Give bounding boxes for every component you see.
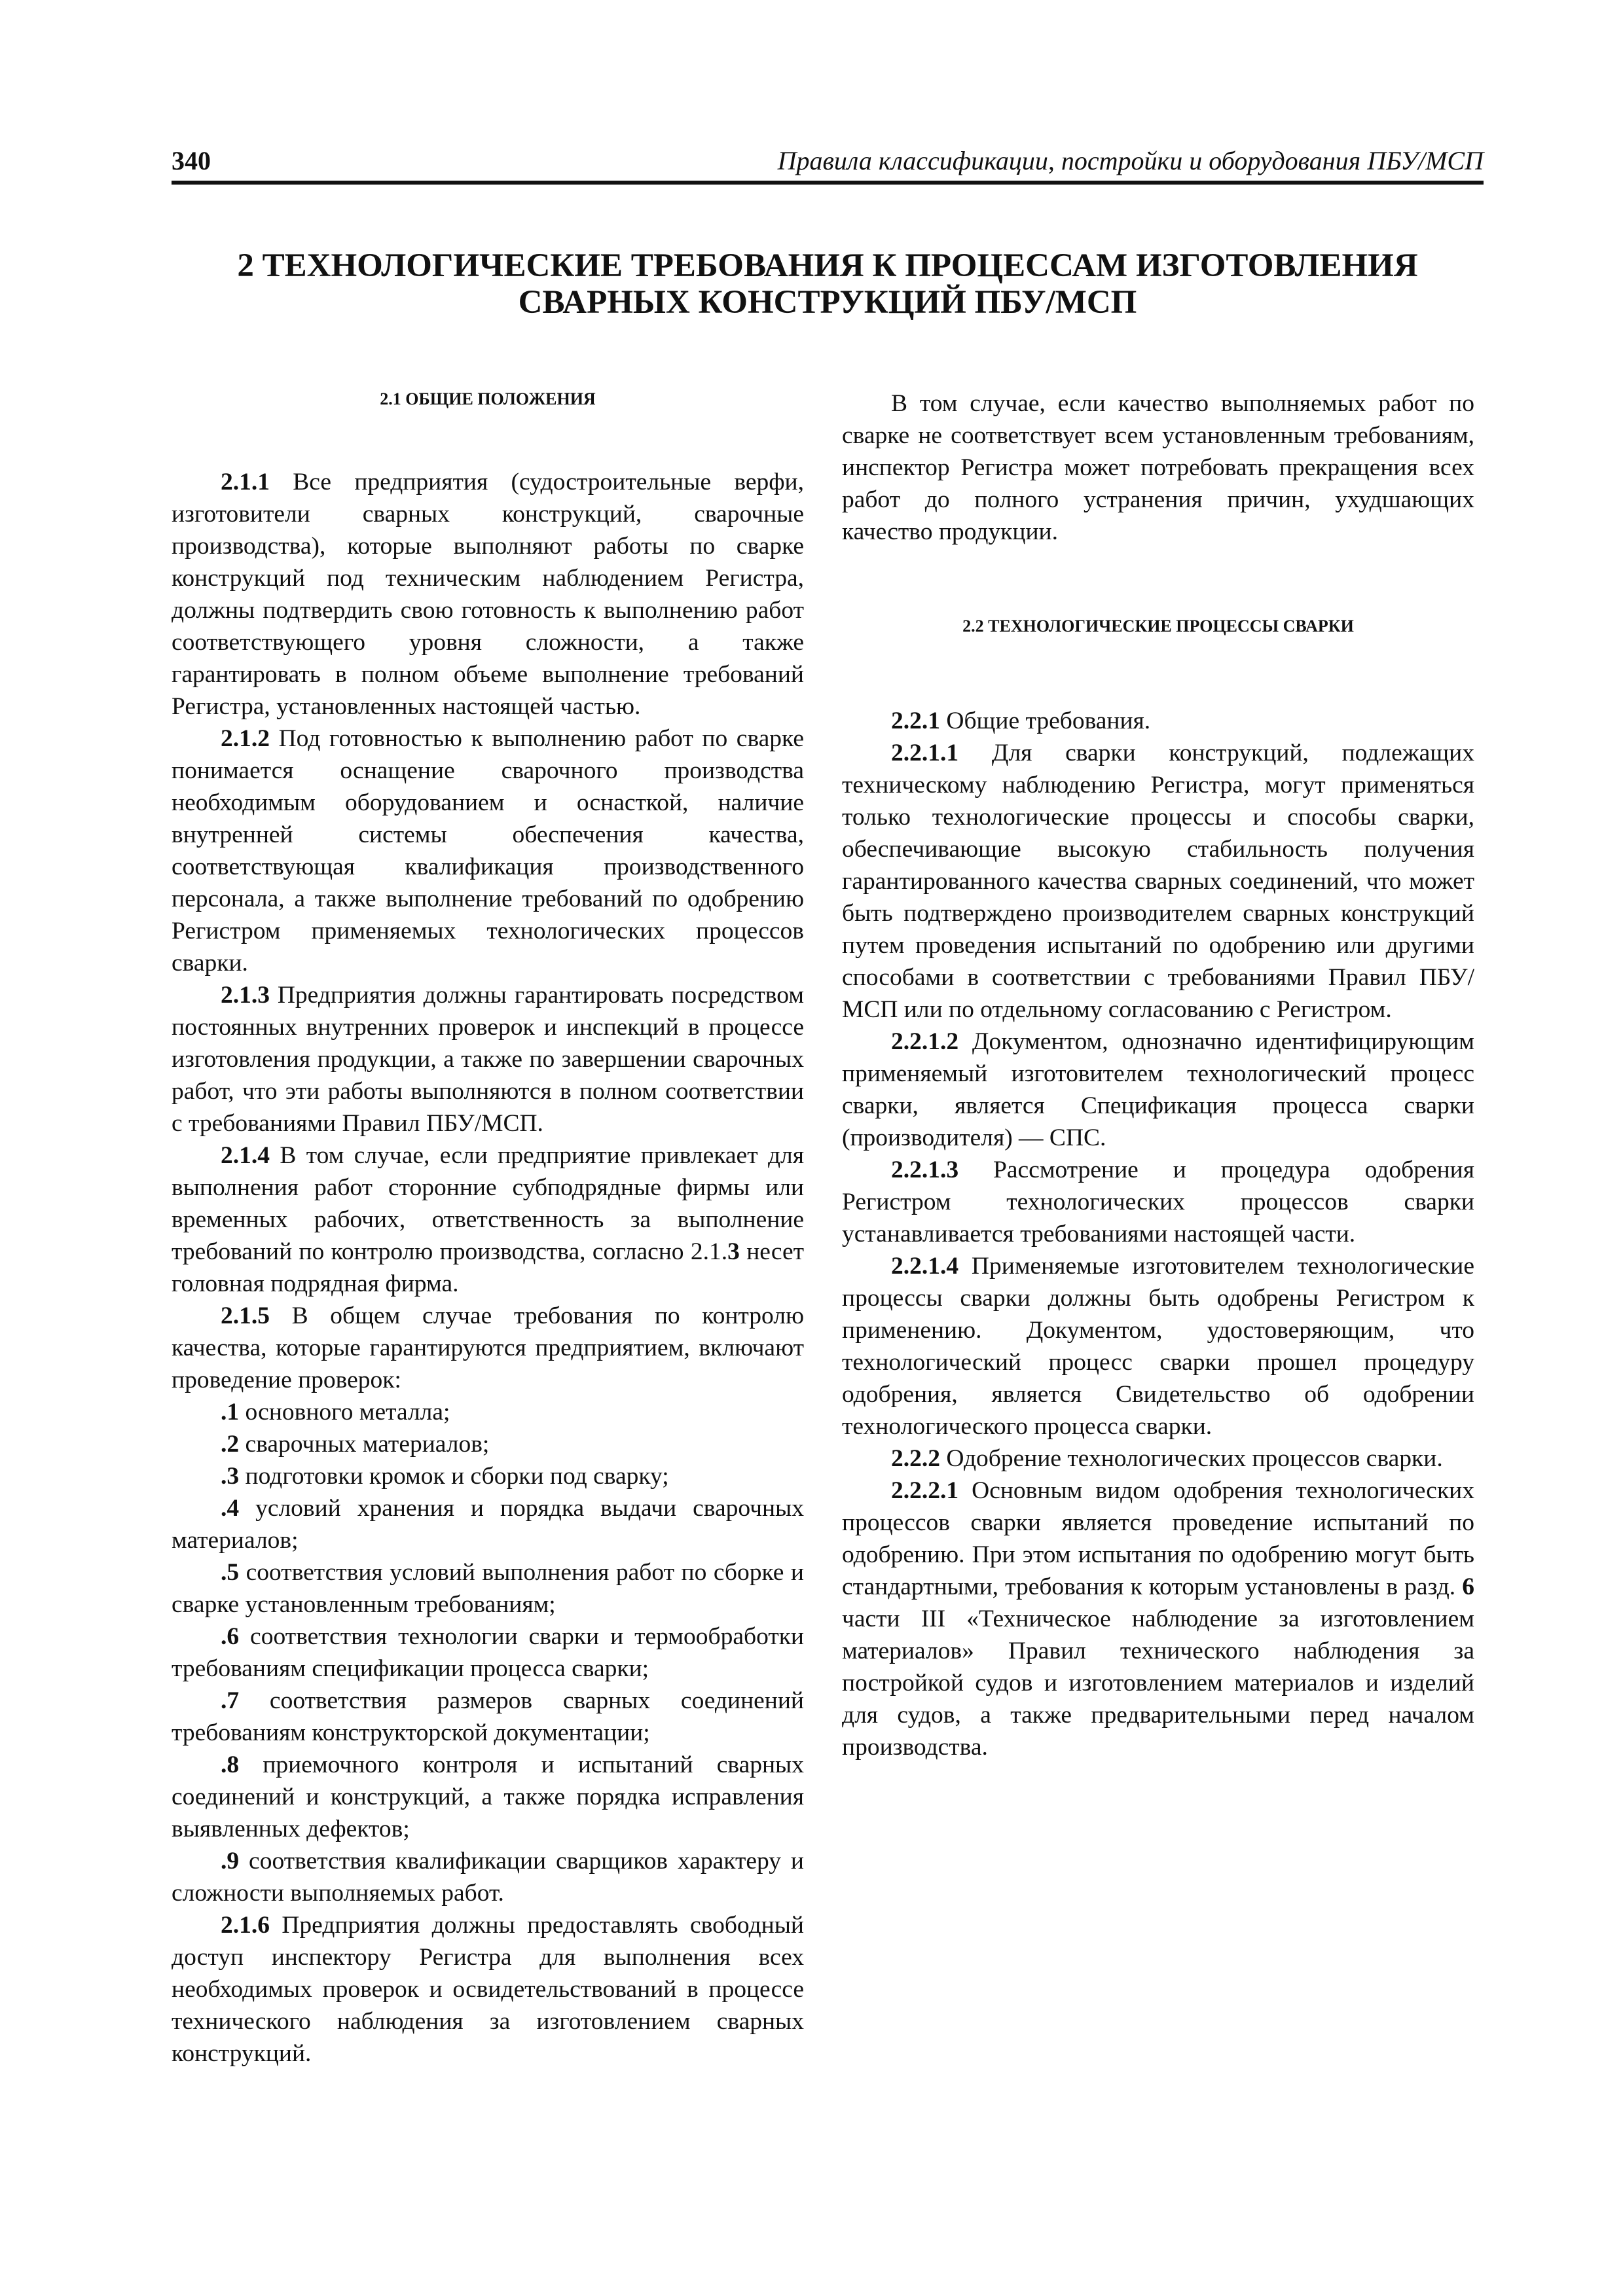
list-item xyxy=(172,1428,804,1460)
page-header xyxy=(172,143,1484,185)
list-item-number: .2 xyxy=(221,1431,240,1458)
paragraph-text: Для сварки конструкций, подлежащих техническому наблюдению Регистра, могут применяться только технологические процессы и способы сварки, обеспечивающие высокую стабильность получения гарантированного качества сварных соединений, что может быть подтверждено производителем сварных конструкций путем проведения испытаний по одобрению или другими способами в соответствии с требованиями Правил ПБУ/МСП или по отдельному согласованию с Регистром. xyxy=(842,740,1474,1023)
paragraph-number: 2.1.5 xyxy=(221,1302,270,1329)
list-item-number: .1 xyxy=(221,1399,240,1426)
list-item-number: .7 xyxy=(221,1687,240,1714)
paragraph-number: 2.2.2 xyxy=(891,1445,940,1472)
paragraph-2-2-2 xyxy=(842,1443,1474,1475)
paragraph-text: Предприятия должны гарантировать посредством постоянных внутренних проверок и инспекций в процессе изготовления продукции, а также по завершении сварочных работ, что эти работы выполняются в полном соответствии с требованиями Правил ПБУ/МСП. xyxy=(172,982,804,1137)
paragraph-2-1-1 xyxy=(172,466,804,723)
list-item xyxy=(172,1621,804,1685)
cross-reference: 3 xyxy=(727,1238,740,1265)
paragraph-text: Все предприятия (судостроительные верфи, изготовители сварных конструкций, сварочные производства), которые выполняют работы по сварке конструкций под техническим наблюдением Регистра, должны подтвердить свою готовность к выполнению работ соответствующего уровня сложности, а также гарантировать в полном объеме выполнение требований Регистра, установленных настоящей частью. xyxy=(172,469,804,720)
paragraph-number: 2.1.6 xyxy=(221,1912,270,1939)
paragraph-text: В том случае, если предприятие привлекает для выполнения работ сторонние субподрядные фирмы или временных рабочих, ответственность за выполнение требований по контролю производства, согласно 2.1. xyxy=(172,1142,804,1265)
list-item-number: .8 xyxy=(221,1751,240,1778)
paragraph-number: 2.2.1.1 xyxy=(891,740,959,766)
list-item-text: приемочного контроля и испытаний сварных соединений и конструкций, а также порядка исправления выявленных дефектов; xyxy=(172,1751,804,1842)
chapter-title-line-2: СВАРНЫХ КОНСТРУКЦИЙ ПБУ/МСП xyxy=(518,284,1137,321)
paragraph-2-2-1-1 xyxy=(842,737,1474,1026)
list-item-text: соответствия квалификации сварщиков характеру и сложности выполняемых работ. xyxy=(172,1848,804,1907)
chapter-title xyxy=(172,247,1484,321)
list-item-number: .6 xyxy=(221,1623,240,1650)
list-item-text: условий хранения и порядка выдачи сварочных материалов; xyxy=(172,1495,804,1554)
list-item xyxy=(172,1749,804,1845)
left-column xyxy=(172,387,804,2070)
paragraph-text: части III «Техническое наблюдение за изготовлением материалов» Правил технического наблюдения за постройкой судов и изготовлением материалов и изделий для судов, а также предварительными перед началом производства. xyxy=(842,1605,1474,1761)
list-item-text: основного металла; xyxy=(239,1399,450,1426)
paragraph-number: 2.1.4 xyxy=(221,1142,270,1169)
running-title: Правила классификации, постройки и оборудования ПБУ/МСП xyxy=(777,146,1484,175)
paragraph-text: Общие требования. xyxy=(940,708,1151,734)
list-item-text: соответствия размеров сварных соединений требованиям конструкторской документации; xyxy=(172,1687,804,1746)
list-item-number: .3 xyxy=(221,1463,240,1490)
paragraph-number: 2.2.2.1 xyxy=(891,1477,959,1504)
section-heading-2-2: 2.2 ТЕХНОЛОГИЧЕСКИЕ ПРОЦЕССЫ СВАРКИ xyxy=(962,617,1354,636)
paragraph-2-2-1 xyxy=(842,705,1474,737)
list-item xyxy=(172,1685,804,1749)
paragraph-number: 2.2.1 xyxy=(891,708,940,734)
paragraph-2-1-5 xyxy=(172,1300,804,1396)
paragraph-number: 2.1.1 xyxy=(221,469,270,495)
paragraph-2-1-4 xyxy=(172,1139,804,1300)
paragraph-2-2-1-3 xyxy=(842,1154,1474,1250)
paragraph-number: 2.2.1.2 xyxy=(891,1028,959,1055)
paragraph-text: несет головная подрядная фирма. xyxy=(172,1238,804,1297)
paragraph-2-1-2 xyxy=(172,723,804,979)
paragraph-2-1-6 xyxy=(172,1909,804,2070)
paragraph-text: В общем случае требования по контролю качества, которые гарантируются предприятием, включают проведение проверок: xyxy=(172,1302,804,1393)
list-item-number: .9 xyxy=(221,1848,240,1874)
right-column xyxy=(842,387,1474,1763)
list-item-text: соответствия условий выполнения работ по сборке и сварке установленным требованиям; xyxy=(172,1559,804,1618)
paragraph-2-1-3 xyxy=(172,979,804,1139)
paragraph-text: Рассмотрение и процедура одобрения Регистром технологических процессов сварки устанавливается требованиями настоящей части. xyxy=(842,1157,1474,1247)
paragraph-text: Одобрение технологических процессов сварки. xyxy=(940,1445,1443,1472)
section-heading-2-1: 2.1 ОБЩИЕ ПОЛОЖЕНИЯ xyxy=(380,389,596,408)
list-item-text: соответствия технологии сварки и термообработки требованиям спецификации процесса сварки; xyxy=(172,1623,804,1682)
list-item-number: .5 xyxy=(221,1559,240,1586)
list-item xyxy=(172,1845,804,1909)
paragraph-number: 2.2.1.4 xyxy=(891,1253,959,1280)
paragraph-text: Документом, однозначно идентифицирующим применяемый изготовителем технологический процесс сварки, является Спецификация процесса сварки (производителя) — СПС. xyxy=(842,1028,1474,1151)
list-item-text: сварочных материалов; xyxy=(239,1431,490,1458)
paragraph-number: 2.1.3 xyxy=(221,982,270,1009)
paragraph-2-2-2-1 xyxy=(842,1475,1474,1763)
paragraph-2-2-1-4 xyxy=(842,1250,1474,1443)
list-item-text: подготовки кромок и сборки под сварку; xyxy=(239,1463,669,1490)
page-number: 340 xyxy=(172,146,211,175)
paragraph-text: Применяемые изготовителем технологические процессы сварки должны быть одобрены Регистром к применению. Документом, удостоверяющим, что технологический процесс сварки прошел процедуру одобрения, является Свидетельство об одобрении технологического процесса сварки. xyxy=(842,1253,1474,1440)
paragraph-2-2-1-2 xyxy=(842,1026,1474,1154)
paragraph-text: Основным видом одобрения технологических процессов сварки является проведение испытаний по одобрению. При этом испытания по одобрению могут быть стандартными, требования к которым установлены в разд. xyxy=(842,1477,1474,1600)
paragraph-number: 2.1.2 xyxy=(221,725,270,752)
list-item xyxy=(172,1460,804,1492)
list-item xyxy=(172,1396,804,1428)
list-item xyxy=(172,1492,804,1556)
list-item-number: .4 xyxy=(221,1495,240,1522)
paragraph-text: Под готовностью к выполнению работ по сварке понимается оснащение сварочного производства необходимым оборудованием и оснасткой, наличие внутренней системы обеспечения качества, соответствующая квалификация производственного персонала, а также выполнение требований по одобрению Регистром применяемых технологических процессов сварки. xyxy=(172,725,804,977)
list-item xyxy=(172,1556,804,1621)
cross-reference: 6 xyxy=(1462,1573,1474,1600)
chapter-title-line-1: 2 ТЕХНОЛОГИЧЕСКИЕ ТРЕБОВАНИЯ К ПРОЦЕССАМ ИЗГОТОВЛЕНИЯ xyxy=(237,247,1418,284)
paragraph-number: 2.2.1.3 xyxy=(891,1157,959,1183)
paragraph-text: Предприятия должны предоставлять свободный доступ инспектору Регистра для выполнения всех необходимых проверок и освидетельствований в процессе технического наблюдения за изготовлением сварных конструкций. xyxy=(172,1912,804,2067)
paragraph-2-1-6-continuation: В том случае, если качество выполняемых работ по сварке не соответствует всем установленным требованиям, инспектор Регистра может потребовать прекращения всех работ до полного устранения причин, ухудшающих качество продукции. xyxy=(842,390,1474,545)
